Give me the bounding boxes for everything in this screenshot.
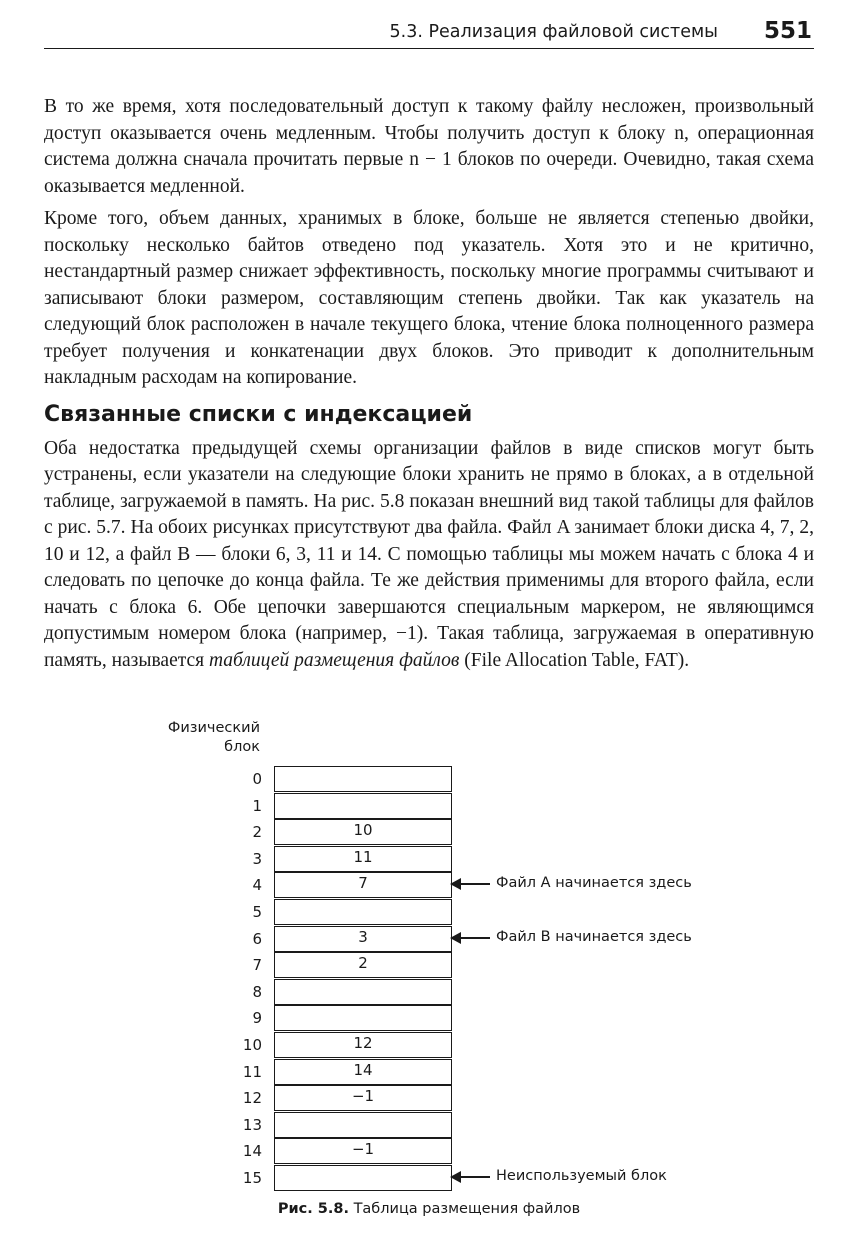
- page-number: 551: [763, 18, 812, 44]
- paragraph-3-tail: (File Allocation Table, FAT).: [464, 649, 690, 671]
- caption-label: Рис. 5.8.: [277, 1201, 349, 1217]
- paragraph-2: Кроме того, объем данных, хранимых в блоке, больше не является степенью двойки, поскольку несколько байтов отведено под указатель. Хотя это и не критично, нестандартный размер снижает эффективность, поскольку многие программы считывают и записывают блоки размером, составляющим степень двойки. Так как указатель на следующий блок расположен в начале текущего блока, чтение блока полноценного размера требует получения и конкатенации двух блоков. Это приводит к дополнительным накладным расходам на копирование.: [44, 208, 814, 388]
- block-number: 15: [242, 1169, 262, 1187]
- next-block-value: −1: [351, 1087, 375, 1106]
- block-number: 2: [252, 823, 262, 842]
- block-number: 5: [252, 903, 262, 921]
- arrow-left-icon: [452, 1176, 490, 1178]
- fat-cell: [274, 766, 452, 792]
- fat-cell: [274, 1005, 452, 1031]
- column-label: Физический блок: [167, 720, 260, 755]
- block-number: 4: [252, 876, 262, 895]
- block-number: 1: [252, 796, 262, 815]
- block-number: 9: [252, 1009, 262, 1028]
- row-annotation: Файл B начинается здесь: [496, 928, 692, 945]
- figure-caption: [0, 1201, 858, 1217]
- fat-row: [0, 1112, 858, 1138]
- paragraph-1: В то же время, хотя последовательный доступ к такому файлу несложен, произвольный доступ оказывается очень медленным. Чтобы получить доступ к блоку n, операционная система должна сначала прочитать первые n − 1 блоков по очереди. Очевидно, такая схема оказывается медленной.: [44, 96, 814, 197]
- next-block-value: 7: [358, 874, 368, 893]
- block-number: 3: [252, 849, 262, 868]
- fat-cell: [274, 899, 452, 925]
- fat-row: [0, 899, 858, 925]
- fat-row: [0, 1032, 858, 1058]
- arrow-left-icon: [452, 883, 490, 885]
- fat-row: [0, 952, 858, 978]
- block-number: 14: [242, 1142, 262, 1161]
- fat-row: [0, 846, 858, 872]
- block-number: 0: [252, 770, 262, 788]
- block-number: 7: [252, 956, 262, 975]
- fat-row: [0, 1005, 858, 1031]
- fat-cell: [274, 1165, 452, 1191]
- fat-row: [0, 1085, 858, 1111]
- fat-term: таблицей размещения файлов: [208, 649, 460, 671]
- block-number: 12: [242, 1089, 262, 1108]
- fat-cell: [274, 979, 452, 1005]
- next-block-value: 2: [358, 954, 368, 973]
- row-annotation: Неиспользуемый блок: [496, 1168, 667, 1184]
- fat-cell: [274, 1112, 452, 1138]
- arrow-left-icon: [452, 937, 490, 939]
- next-block-value: 11: [353, 847, 373, 866]
- fat-row: [0, 979, 858, 1005]
- section-heading: Связанные списки с индексацией: [44, 401, 473, 427]
- fat-row: [0, 872, 858, 898]
- caption-text: Таблица размещения файлов: [353, 1201, 581, 1217]
- section-title: 5.3. Реализация файловой системы: [389, 22, 718, 42]
- fat-row: [0, 926, 858, 952]
- fat-row: [0, 1138, 858, 1164]
- block-number: 8: [252, 982, 262, 1001]
- next-block-value: 14: [353, 1060, 373, 1079]
- block-number: 11: [242, 1062, 262, 1081]
- next-block-value: −1: [351, 1140, 375, 1159]
- fat-row: [0, 1059, 858, 1085]
- next-block-value: 3: [358, 927, 368, 946]
- fat-cell: [274, 793, 452, 819]
- block-number: 13: [242, 1115, 262, 1134]
- fat-row: [0, 1165, 858, 1191]
- block-number: 6: [252, 929, 262, 948]
- fat-row: [0, 793, 858, 819]
- fat-row: [0, 766, 858, 792]
- next-block-value: 12: [353, 1034, 373, 1052]
- row-annotation: Файл A начинается здесь: [496, 875, 692, 892]
- fat-row: [0, 819, 858, 845]
- next-block-value: 10: [353, 821, 373, 840]
- paragraph-3-main: Оба недостатка предыдущей схемы организации файлов в виде списков могут быть устранены, если указатели на следующие блоки хранить не прямо в блоках, а в отдельной таблице, загружаемой в память. На рис. 5.8 показан внешний вид такой таблицы для файлов с рис. 5.7. На обоих рисунках присутствуют два файла. Файл A занимает блоки диска 4, 7, 2, 10 и 12, а файл B — блоки 6, 3, 11 и 14. С помощью таблицы мы можем начать с блока 4 и следовать по цепочке до конца файла. Те же действия применимы для второго файла, если начать с блока 6. Обе цепочки завершаются специальным маркером, не являющимся допустимым номером блока (например, −1). Такая таблица, загружаемая в оперативную память, называется: [44, 437, 814, 671]
- block-number: 10: [242, 1036, 262, 1054]
